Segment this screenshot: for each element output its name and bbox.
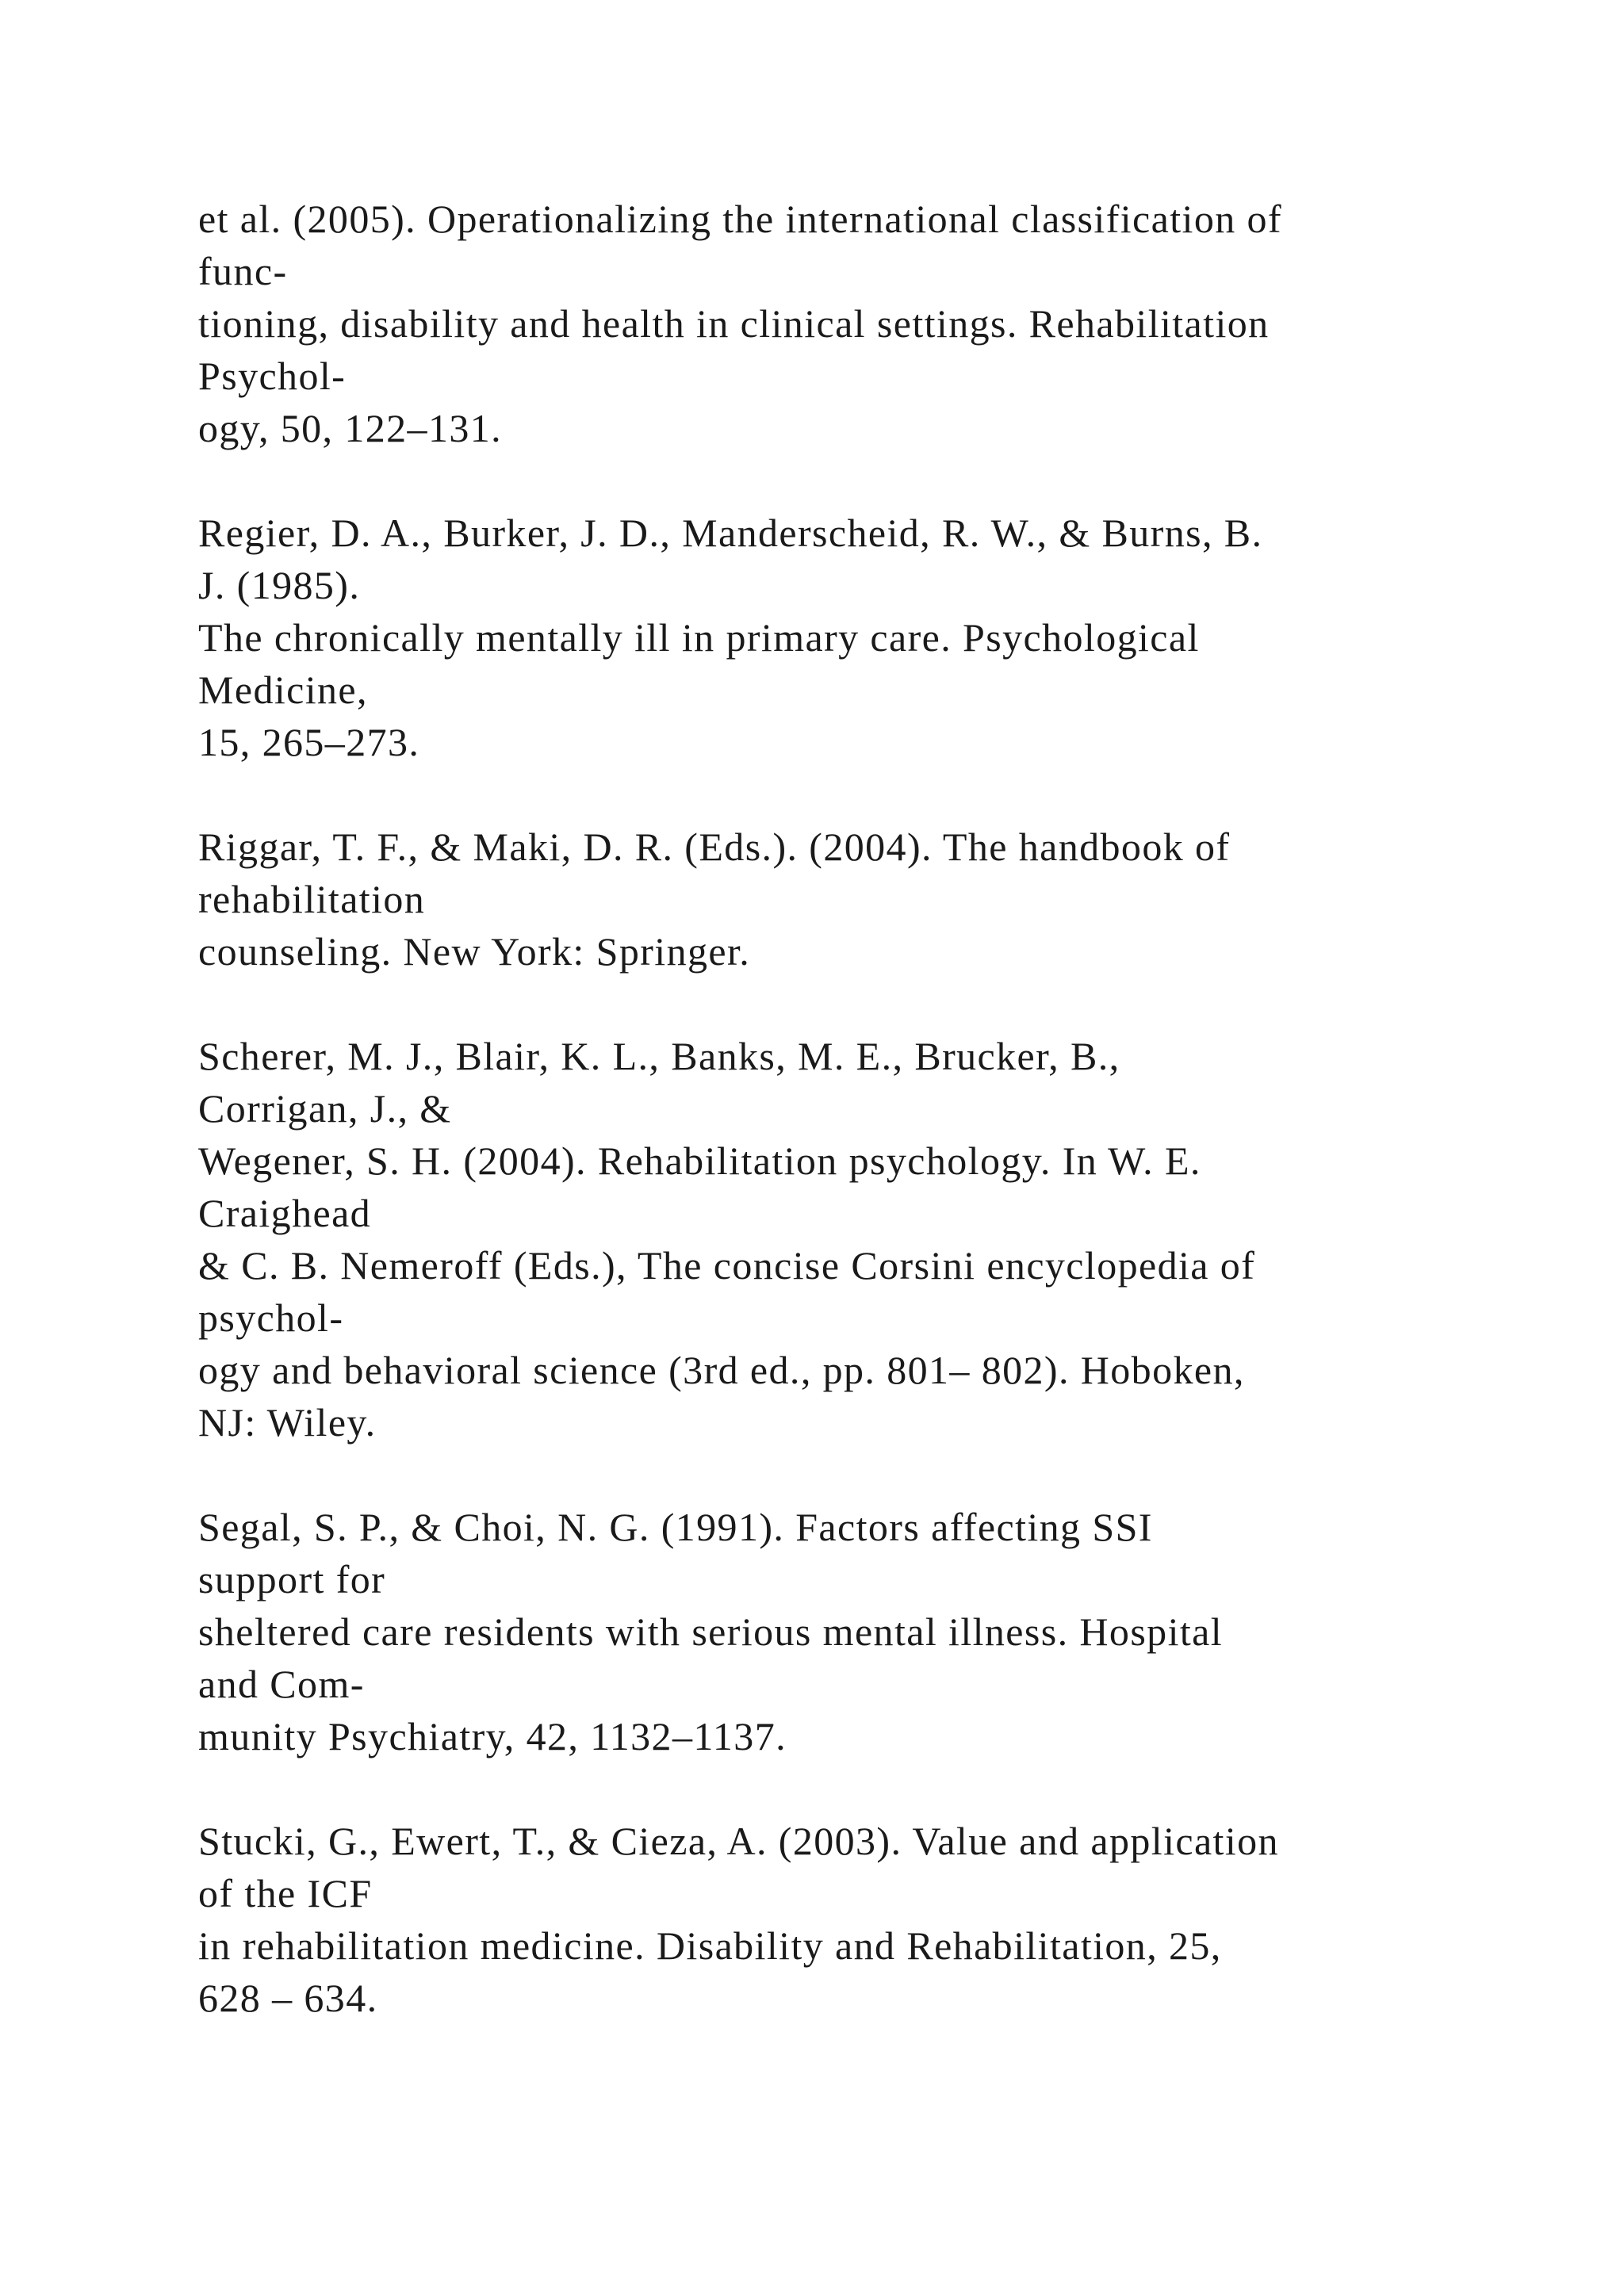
reference-line: ogy and behavioral science (3rd ed., pp. 801– 802). Hoboken, bbox=[198, 1348, 1245, 1392]
reference-line: Medicine, bbox=[198, 668, 368, 712]
reference-line: & C. B. Nemeroff (Eds.), The concise Corsini encyclopedia of bbox=[198, 1243, 1256, 1288]
reference-entry bbox=[198, 1815, 1467, 2024]
reference-entry bbox=[198, 507, 1467, 768]
reference-line: Riggar, T. F., & Maki, D. R. (Eds.). (2004). The handbook of bbox=[198, 825, 1231, 869]
reference-line: 15, 265–273. bbox=[198, 720, 420, 764]
reference-line: counseling. New York: Springer. bbox=[198, 929, 751, 974]
reference-line: J. (1985). bbox=[198, 563, 361, 607]
reference-list bbox=[198, 193, 1467, 2076]
reference-line: Scherer, M. J., Blair, K. L., Banks, M. E., Brucker, B., bbox=[198, 1034, 1120, 1078]
reference-line: Wegener, S. H. (2004). Rehabilitation psychology. In W. E. bbox=[198, 1138, 1201, 1183]
reference-line: munity Psychiatry, 42, 1132–1137. bbox=[198, 1714, 787, 1758]
reference-line: Stucki, G., Ewert, T., & Cieza, A. (2003). Value and application bbox=[198, 1819, 1279, 1863]
reference-line: psychol- bbox=[198, 1295, 344, 1340]
reference-line: Regier, D. A., Burker, J. D., Manderscheid, R. W., & Burns, B. bbox=[198, 511, 1263, 555]
reference-line: 628 – 634. bbox=[198, 1976, 378, 2020]
reference-line: and Com- bbox=[198, 1662, 365, 1706]
reference-line: tioning, disability and health in clinical settings. Rehabilitation bbox=[198, 301, 1270, 346]
reference-entry bbox=[198, 1501, 1467, 1762]
reference-line: support for bbox=[198, 1557, 386, 1601]
reference-line: NJ: Wiley. bbox=[198, 1400, 377, 1445]
reference-line: Segal, S. P., & Choi, N. G. (1991). Factors affecting SSI bbox=[198, 1505, 1153, 1549]
reference-line: Psychol- bbox=[198, 354, 347, 398]
reference-line: sheltered care residents with serious mental illness. Hospital bbox=[198, 1609, 1224, 1654]
reference-line: Corrigan, J., & bbox=[198, 1086, 452, 1131]
reference-entry bbox=[198, 821, 1467, 978]
reference-line: in rehabilitation medicine. Disability and Rehabilitation, 25, bbox=[198, 1923, 1222, 1968]
reference-line: ogy, 50, 122–131. bbox=[198, 406, 503, 450]
reference-line: rehabilitation bbox=[198, 877, 426, 921]
reference-line: The chronically mentally ill in primary care. Psychological bbox=[198, 615, 1200, 660]
reference-line: of the ICF bbox=[198, 1871, 373, 1915]
reference-line: et al. (2005). Operationalizing the international classification of bbox=[198, 197, 1282, 241]
reference-entry bbox=[198, 1030, 1467, 1448]
reference-line: Craighead bbox=[198, 1191, 372, 1235]
reference-line: func- bbox=[198, 249, 288, 293]
reference-entry bbox=[198, 193, 1467, 454]
